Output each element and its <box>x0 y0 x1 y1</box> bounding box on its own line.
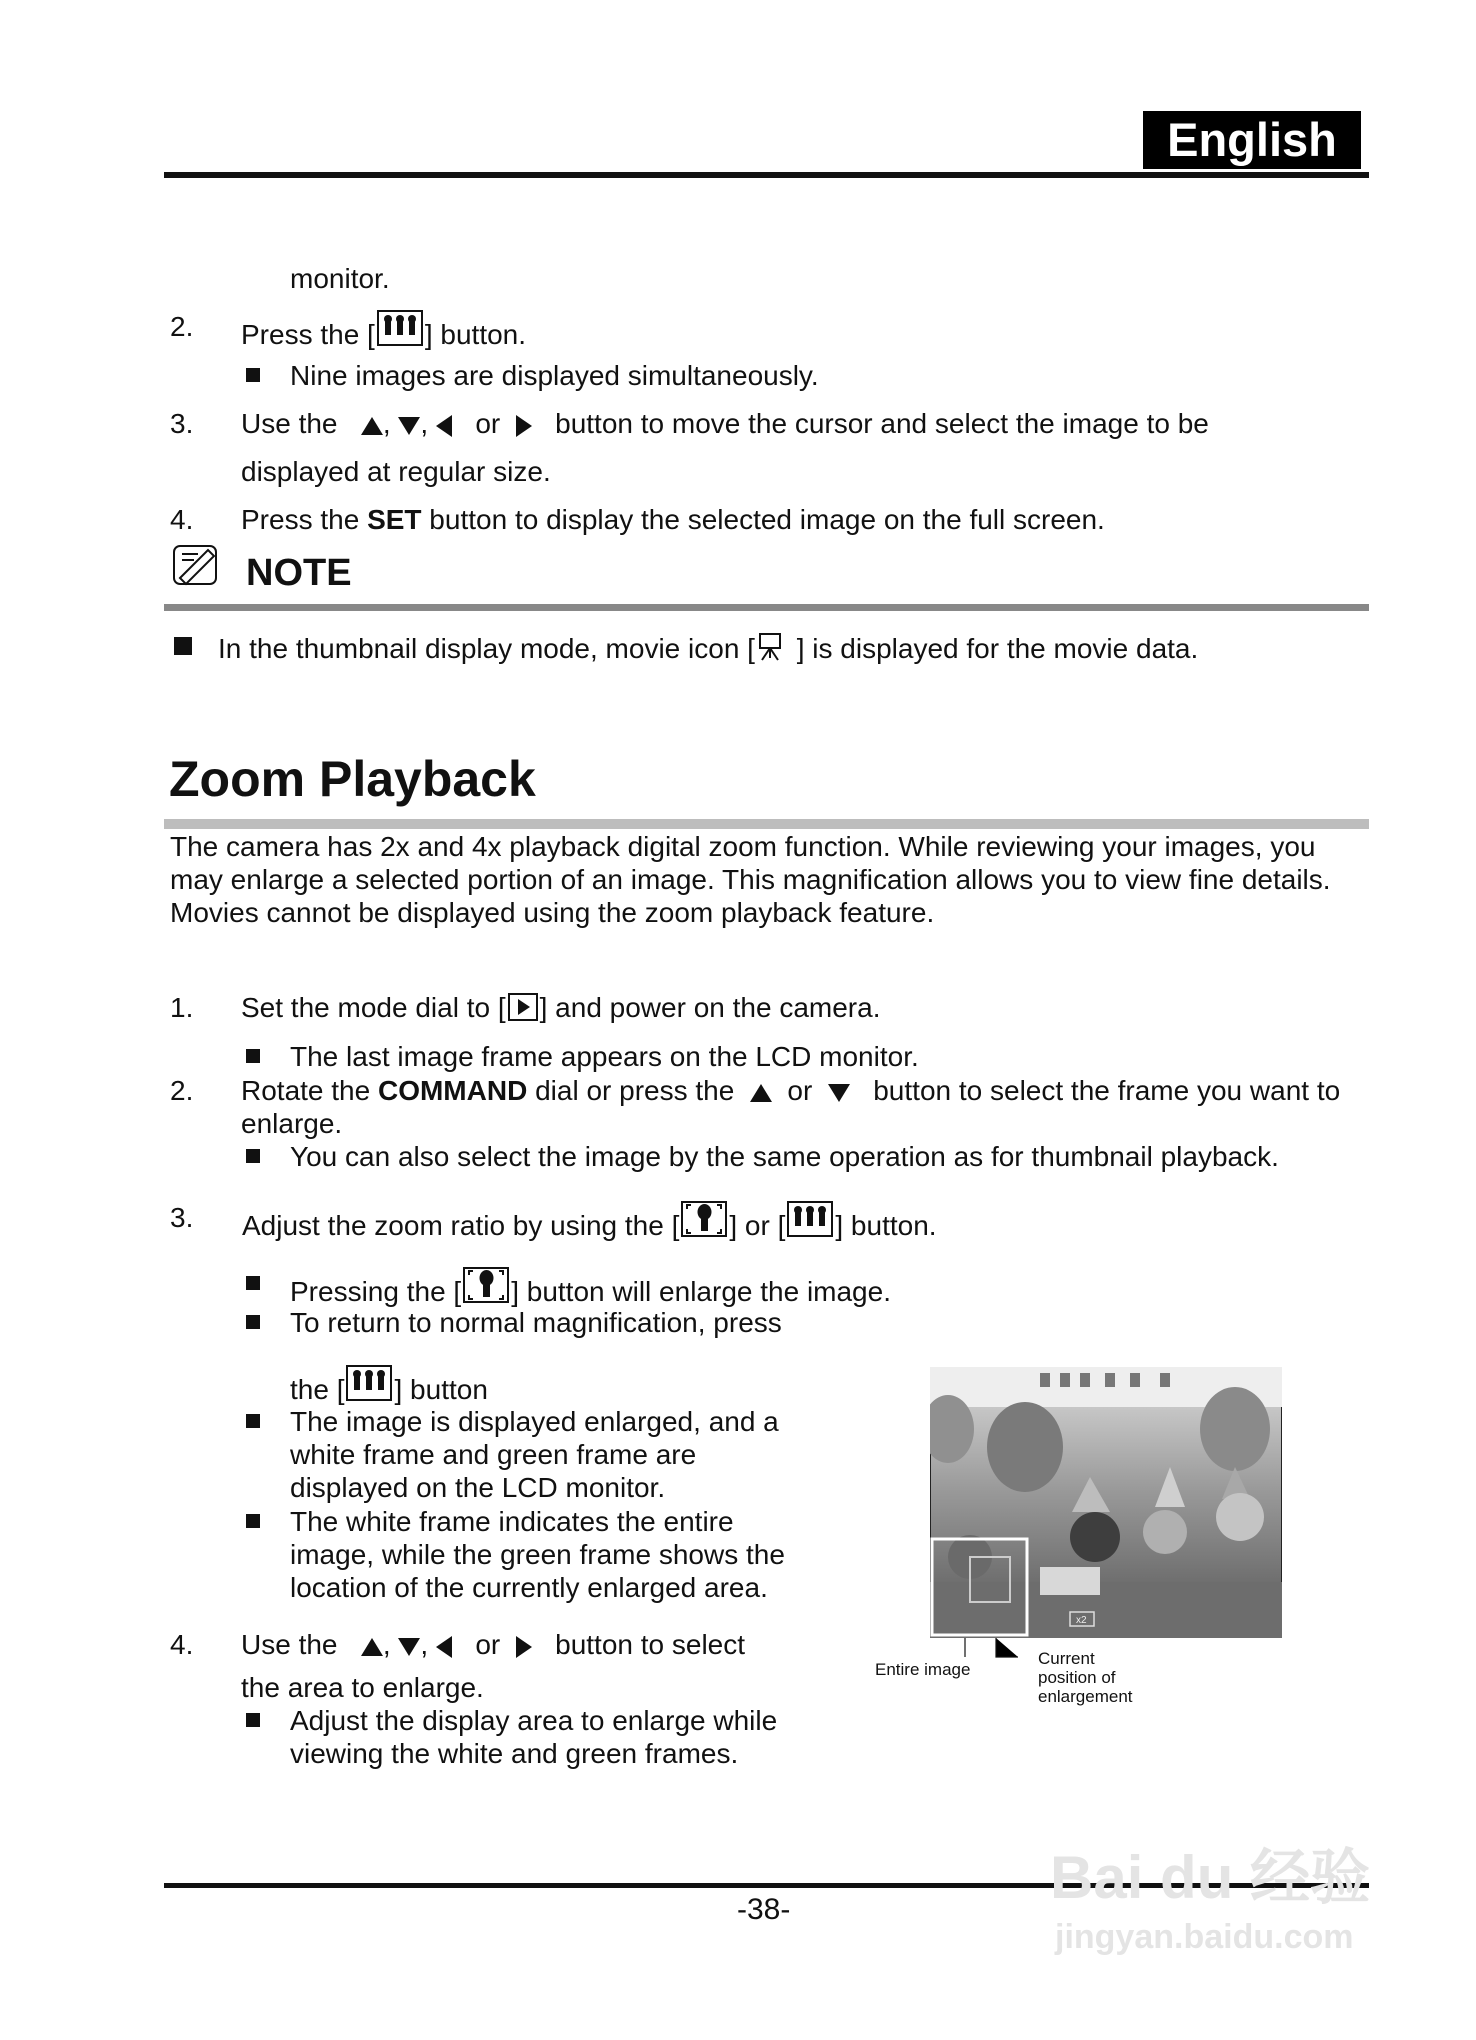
section-title: Zoom Playback <box>169 751 536 807</box>
section-intro: The camera has 2x and 4x playback digital zoom function. While reviewing your images, you may enlarge a selected portion of an image. This magnification allows you to view fine details. Movies cannot be displayed using the zoom playback feature. <box>170 831 1331 928</box>
bullet-text: the [ ] button <box>290 1365 488 1411</box>
zoom-playback-photo <box>930 1367 1282 1638</box>
note-rule <box>164 604 1369 611</box>
language-badge: English <box>1143 111 1361 169</box>
step-text: Press the [ ] button. <box>241 310 526 356</box>
list-continuation: monitor. <box>290 263 390 294</box>
zoom-ratio-badge: x2 <box>1076 1615 1087 1626</box>
watermark-logo: Bai du 经验 <box>1050 1844 1371 1911</box>
bullet-square <box>246 1276 260 1295</box>
step-text: Use the , , or button to move the cursor and select the image to be <box>241 408 1209 439</box>
step-number: 4. <box>170 504 194 535</box>
right-arrow-icon <box>516 415 532 437</box>
step-text: Rotate the COMMAND dial or press the or button to select the frame you want to <box>241 1075 1341 1106</box>
playback-mode-icon <box>508 993 538 1029</box>
note-title: NOTE <box>246 552 352 594</box>
bullet-text: The image is displayed enlarged, and a white frame and green frame are displayed on the LCD monitor. <box>290 1406 779 1503</box>
step-continuation: enlarge. <box>241 1108 343 1139</box>
bullet-text: To return to normal magnification, press <box>290 1307 782 1338</box>
bullet-text: Nine images are displayed simultaneously. <box>290 360 819 391</box>
bullet-text: The last image frame appears on the LCD monitor. <box>290 1041 919 1072</box>
up-arrow-icon <box>361 1638 383 1656</box>
bullet-text: Pressing the [ ] button will enlarge the image. <box>290 1267 891 1313</box>
bullet-text: The white frame indicates the entire image, while the green frame shows the location of the currently enlarged area. <box>290 1506 785 1603</box>
step-continuation: displayed at regular size. <box>241 456 551 487</box>
bullet-text: You can also select the image by the same operation as for thumbnail playback. <box>290 1141 1279 1172</box>
step-text: Set the mode dial to [ ] and power on the camera. <box>241 991 880 1029</box>
step-text: Adjust the zoom ratio by using the [ ] or [ ] button. <box>242 1201 937 1247</box>
zoom-in-button-icon <box>681 1201 727 1247</box>
step-text: Press the SET button to display the selected image on the full screen. <box>241 504 1105 535</box>
left-arrow-icon <box>436 1636 452 1658</box>
bullet-square <box>246 1315 260 1334</box>
bullet-square <box>246 1713 260 1732</box>
step-number: 3. <box>170 408 194 439</box>
note-pencil-icon <box>168 538 224 595</box>
watermark-url: jingyan.baidu.com <box>1055 1918 1354 1956</box>
bullet-square <box>246 1414 260 1433</box>
step-number: 4. <box>170 1629 194 1660</box>
down-arrow-icon <box>828 1084 850 1102</box>
left-arrow-icon <box>436 415 452 437</box>
step-text: Use the , , or button to select <box>241 1629 746 1660</box>
section-rule <box>164 819 1369 829</box>
thumbnail-button-icon <box>787 1201 833 1247</box>
bullet-square <box>246 1049 260 1068</box>
bullet-text: Adjust the display area to enlarge while viewing the white and green frames. <box>290 1705 778 1769</box>
page-number: -38- <box>737 1893 791 1926</box>
down-arrow-icon <box>398 1638 420 1656</box>
bullet-square <box>174 637 192 660</box>
caption-current-position: Current position of enlargement <box>1038 1649 1133 1706</box>
step-continuation: the area to enlarge. <box>241 1672 484 1703</box>
bullet-square <box>246 1149 260 1168</box>
bullet-square <box>246 368 260 387</box>
thumbnail-button-icon <box>377 310 423 356</box>
right-arrow-icon <box>516 1636 532 1658</box>
caption-entire-image: Entire image <box>875 1660 971 1679</box>
movie-icon <box>757 632 787 670</box>
step-number: 2. <box>170 1075 194 1106</box>
step-number: 3. <box>170 1202 194 1233</box>
up-arrow-icon <box>361 417 383 435</box>
bullet-square <box>246 1514 260 1533</box>
note-text: In the thumbnail display mode, movie icon [ ] is displayed for the movie data. <box>218 632 1198 670</box>
down-arrow-icon <box>398 417 420 435</box>
header-rule <box>164 172 1369 178</box>
up-arrow-icon <box>750 1084 772 1102</box>
step-number: 1. <box>170 992 194 1023</box>
step-number: 2. <box>170 311 194 342</box>
